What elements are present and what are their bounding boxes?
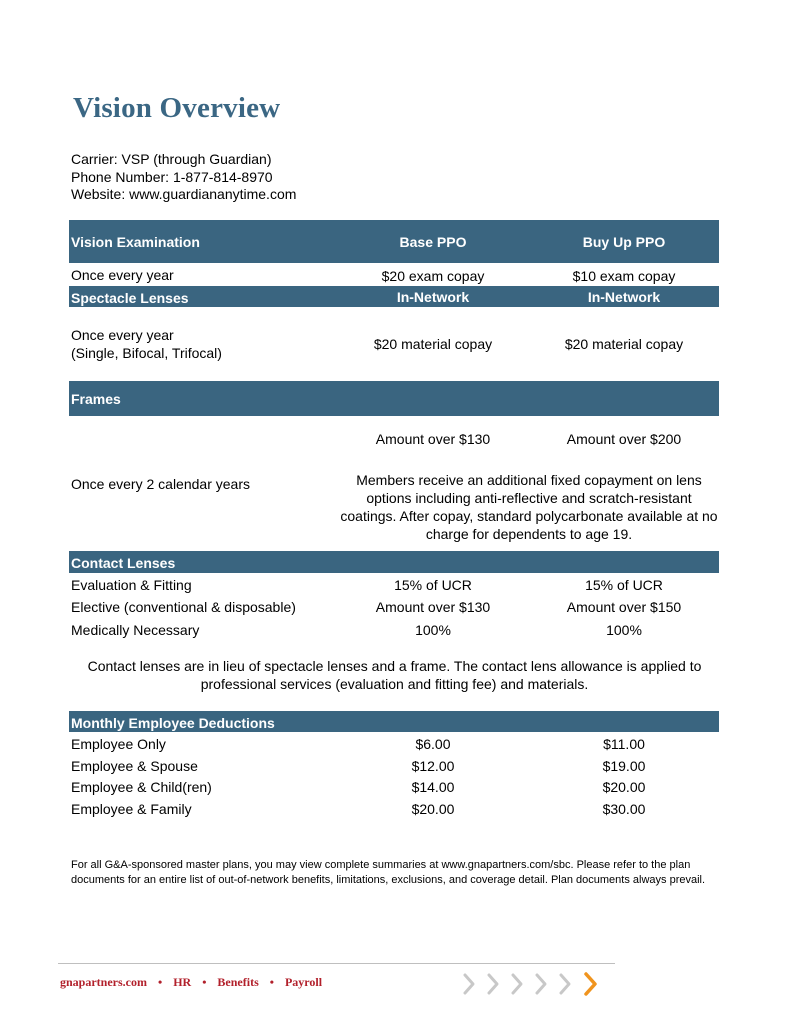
header-buyup-network: In-Network xyxy=(587,289,661,305)
carrier-phone: Phone Number: 1-877-814-8970 xyxy=(71,168,273,185)
header-base-ppo: Base PPO xyxy=(399,234,467,250)
footnote: For all G&A-sponsored master plans, you may view complete summaries at www.gnapartners.com/sbc. Please refer to the plan documents for an entire list of out-of-network benefits, limitations, exclusions, and coverage detail. Plan documents always prevail. xyxy=(71,859,706,886)
frames-header xyxy=(69,381,719,416)
exam-frequency: Once every year xyxy=(71,267,174,283)
footer-nav xyxy=(60,975,322,990)
deductions-header xyxy=(69,711,719,732)
contacts-row-buyup: 15% of UCR xyxy=(585,577,663,593)
deduction-base: $12.00 xyxy=(411,758,455,774)
contacts-row-label: Medically Necessary xyxy=(71,622,200,638)
footer-divider xyxy=(58,963,615,964)
deduction-tier: Employee Only xyxy=(71,736,166,752)
vision-exam-header xyxy=(69,220,719,263)
page-title: Vision Overview xyxy=(73,92,281,124)
lenses-frequency: Once every year xyxy=(71,327,174,343)
deduction-base: $14.00 xyxy=(411,779,455,795)
deduction-tier: Employee & Family xyxy=(71,801,192,817)
contacts-row-buyup: Amount over $150 xyxy=(566,599,682,615)
frames-note: Members receive an additional fixed copayment on lens options including anti-reflective and scratch-resistant coatings. After copay, standard polycarbonate available at no charge for dependents to age 19. xyxy=(340,472,718,542)
footer-separator: • xyxy=(269,975,274,989)
header-base-network: In-Network xyxy=(396,289,470,305)
contacts-row-base: 15% of UCR xyxy=(394,577,472,593)
deduction-buyup: $19.00 xyxy=(602,758,646,774)
header-label: Vision Examination xyxy=(71,234,200,250)
carrier-website: Website: www.guardiananytime.com xyxy=(71,186,297,202)
footer-separator: • xyxy=(158,975,163,989)
deduction-buyup: $11.00 xyxy=(603,736,645,752)
contacts-row-buyup: 100% xyxy=(606,622,642,638)
footer-link-hr[interactable]: HR xyxy=(173,975,192,989)
carrier-info xyxy=(71,151,296,204)
deduction-buyup: $30.00 xyxy=(602,801,646,817)
deduction-base: $20.00 xyxy=(411,801,455,817)
exam-base-copay: $20 exam copay xyxy=(381,268,485,284)
chevron-arrows-icon xyxy=(460,970,605,998)
footer-separator: • xyxy=(202,975,207,989)
contacts-note: Contact lenses are in lieu of spectacle lenses and a frame. The contact lens allowance is applied to professional services (evaluation and fitting fee) and materials. xyxy=(87,658,702,692)
contacts-row-label: Elective (conventional & disposable) xyxy=(71,599,296,615)
lenses-buyup-copay: $20 material copay xyxy=(564,336,684,352)
contact-lenses-header xyxy=(69,551,719,573)
header-label: Frames xyxy=(71,391,121,407)
deduction-tier: Employee & Spouse xyxy=(71,758,198,774)
contacts-row-base: 100% xyxy=(415,622,451,638)
footer-link-payroll[interactable]: Payroll xyxy=(284,975,323,989)
exam-buyup-copay: $10 exam copay xyxy=(572,268,676,284)
deduction-base: $6.00 xyxy=(415,736,451,752)
contacts-row-base: Amount over $130 xyxy=(375,599,491,615)
header-label: Spectacle Lenses xyxy=(71,290,189,306)
footer-link-benefits[interactable]: Benefits xyxy=(217,975,259,989)
deduction-tier: Employee & Child(ren) xyxy=(71,779,212,795)
frames-frequency: Once every 2 calendar years xyxy=(71,476,250,492)
header-label: Contact Lenses xyxy=(71,555,176,571)
header-label: Monthly Employee Deductions xyxy=(71,715,275,731)
carrier-name: Carrier: VSP (through Guardian) xyxy=(71,151,272,167)
footer-link-site[interactable]: gnapartners.com xyxy=(60,975,147,989)
header-buyup-ppo: Buy Up PPO xyxy=(582,234,666,250)
frames-base-allowance: Amount over $130 xyxy=(375,431,491,447)
lenses-types: (Single, Bifocal, Trifocal) xyxy=(71,345,222,361)
frames-buyup-allowance: Amount over $200 xyxy=(566,431,682,447)
lenses-base-copay: $20 material copay xyxy=(373,336,493,352)
contacts-row-label: Evaluation & Fitting xyxy=(71,577,192,593)
deduction-buyup: $20.00 xyxy=(602,779,646,795)
spectacle-lenses-header xyxy=(69,286,719,307)
